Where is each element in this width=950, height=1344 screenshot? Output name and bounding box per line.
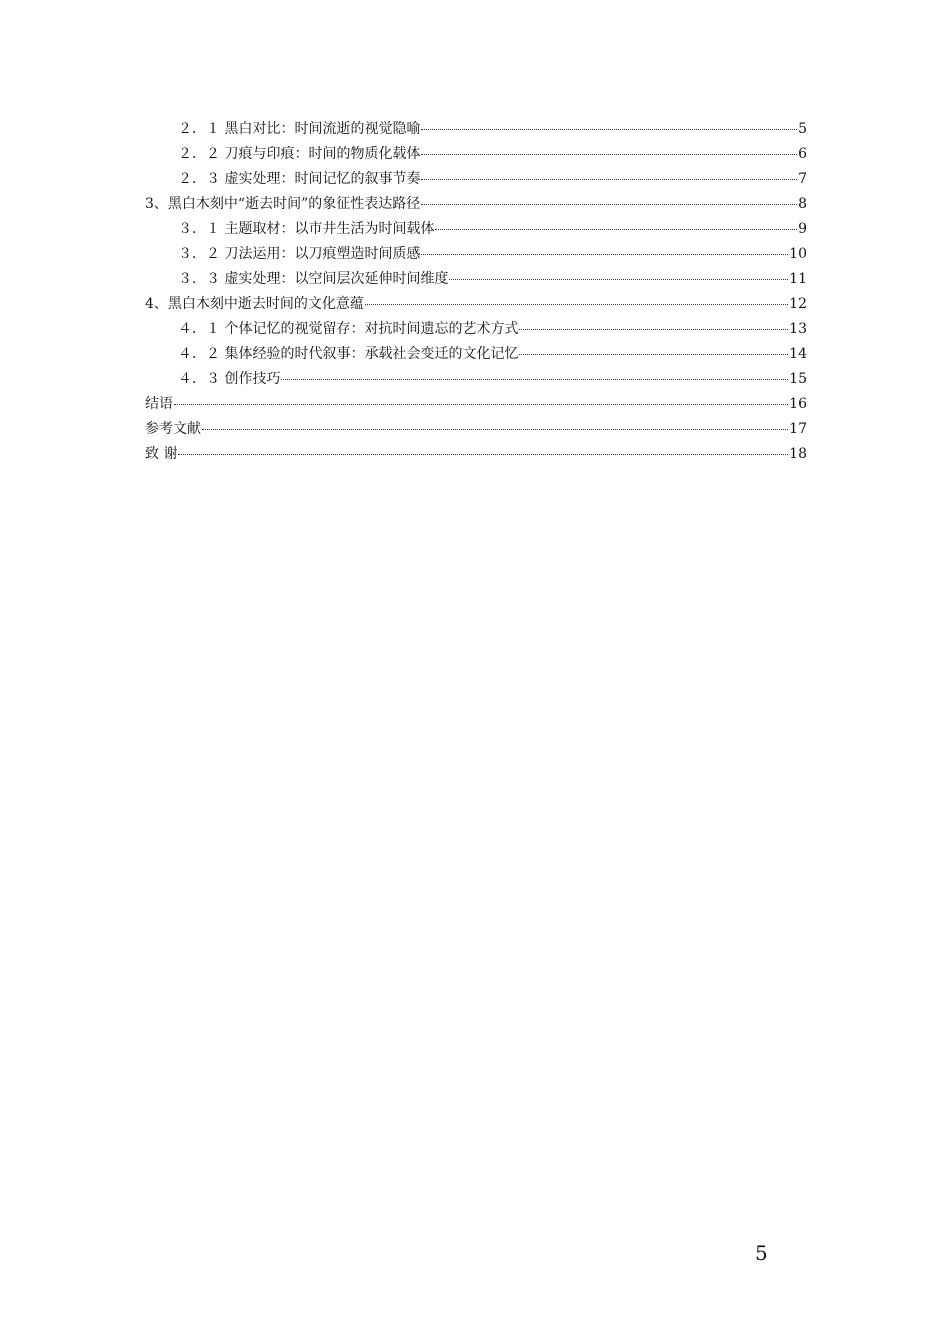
toc-entry [145,217,807,242]
toc-dot-leader [281,378,788,380]
toc-entry-page: 15 [789,371,807,387]
toc-entry-page: 14 [789,346,807,362]
toc-entry [145,367,807,392]
toc-entry-title: 4、黑白木刻中逝去时间的文化意蕴 [145,296,364,312]
toc-entry-title: ４．２ 集体经验的时代叙事：承载社会变迁的文化记忆 [178,346,519,362]
page-number: 5 [755,1241,768,1265]
toc-entry-title: 结语 [145,396,173,412]
toc-entry [145,267,807,292]
toc-entry [145,167,807,192]
toc-entry-page: 9 [798,221,807,237]
toc-entry [145,117,807,142]
toc-entry-page: 16 [789,396,807,412]
toc-dot-leader [519,328,788,330]
toc-entry-title: 参考文献 [145,421,201,437]
toc-entry-page: 11 [789,271,807,287]
toc-entry-title: ４．１ 个体记忆的视觉留存：对抗时间遗忘的艺术方式 [178,321,519,337]
toc-entry-page: 13 [789,321,807,337]
toc-entry-title: ３．１ 主题取材：以市井生活为时间载体 [178,221,435,237]
toc-dot-leader [421,153,797,155]
toc-dot-leader [519,353,788,355]
toc-entry-title: ２．３ 虚实处理：时间记忆的叙事节奏 [178,171,421,187]
toc-dot-leader [202,428,788,430]
toc-entry-title: ３．３ 虚实处理：以空间层次延伸时间维度 [178,271,449,287]
toc-entry-page: 6 [798,146,807,162]
toc-dot-leader [421,253,788,255]
toc-entry [145,317,807,342]
toc-dot-leader [435,228,797,230]
toc-entry-page: 8 [798,196,807,212]
toc-dot-leader [421,178,797,180]
toc-entry [145,292,807,317]
toc-entry-title: 3、黑白木刻中“逝去时间”的象征性表达路径 [145,196,421,212]
toc-dot-leader [449,278,788,280]
toc-entry [145,192,807,217]
toc-entry [145,392,807,417]
toc-entry-page: 18 [789,446,807,462]
toc-entry-page: 5 [798,121,807,137]
toc-entry [145,417,807,442]
table-of-contents [145,117,807,467]
toc-dot-leader [421,128,797,130]
toc-entry-title: ４．３ 创作技巧 [178,371,281,387]
toc-dot-leader [421,203,797,205]
toc-dot-leader [365,303,788,305]
toc-entry [145,442,807,467]
toc-entry-title: ２．２ 刀痕与印痕：时间的物质化载体 [178,146,421,162]
toc-entry-title: 致 谢 [145,446,178,462]
toc-entry-page: 7 [798,171,807,187]
toc-entry-page: 17 [789,421,807,437]
toc-entry [145,342,807,367]
toc-entry [145,242,807,267]
toc-dot-leader [174,403,788,405]
toc-dot-leader [178,453,788,455]
toc-entry-title: ２．１ 黑白对比：时间流逝的视觉隐喻 [178,121,421,137]
toc-entry-title: ３．２ 刀法运用：以刀痕塑造时间质感 [178,246,421,262]
toc-entry-page: 12 [789,296,807,312]
toc-entry [145,142,807,167]
toc-entry-page: 10 [789,246,807,262]
